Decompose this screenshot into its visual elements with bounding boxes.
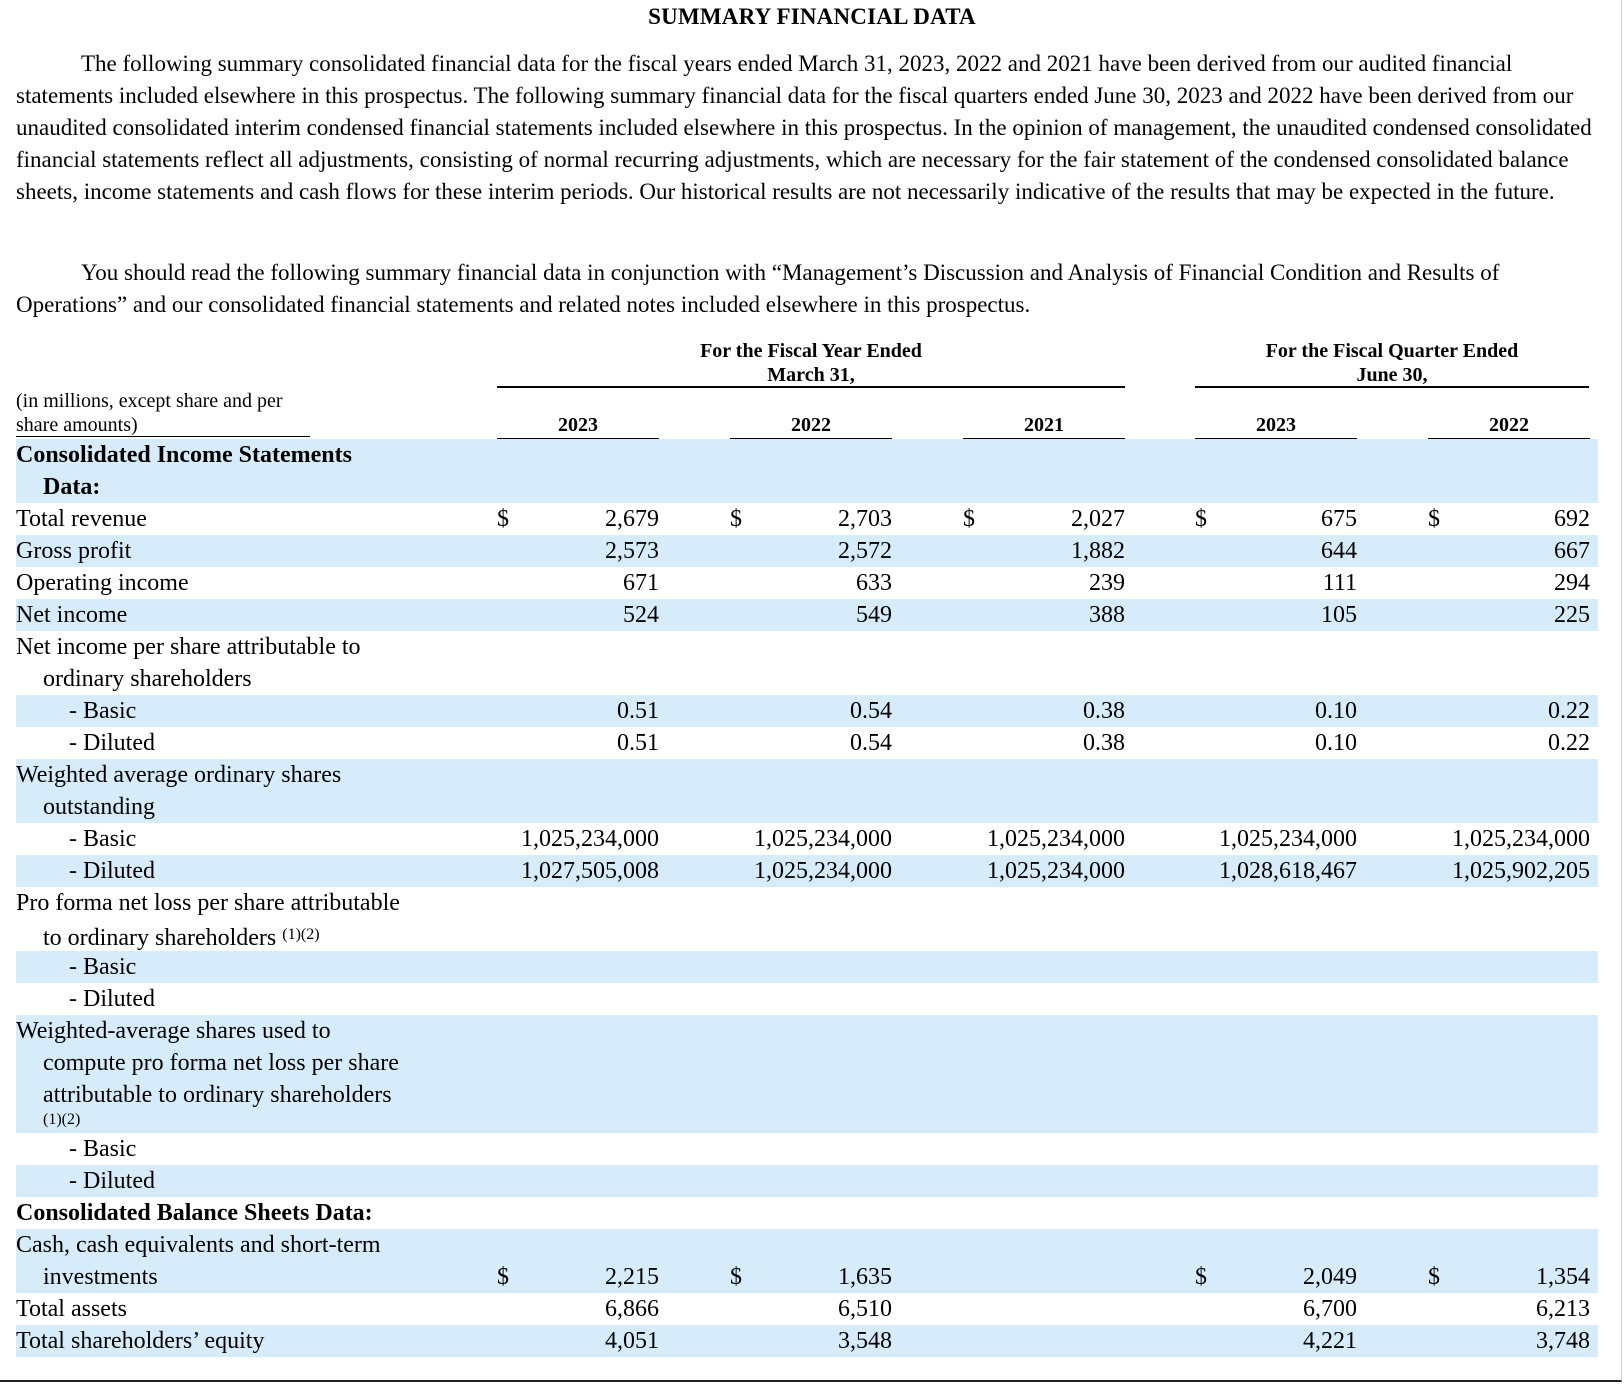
column-header-q2022: 2022 bbox=[1489, 414, 1529, 436]
income-section-title: Consolidated Income Statements bbox=[16, 442, 352, 468]
column-header-fy2022: 2022 bbox=[791, 414, 831, 436]
cash-value-col4: 2,049 bbox=[1303, 1264, 1357, 1290]
total-assets-value-col4: 6,700 bbox=[1303, 1296, 1357, 1322]
fiscal-year-header bbox=[497, 339, 1125, 387]
income-section-title-cont: Data: bbox=[43, 474, 101, 500]
units-label-rule bbox=[16, 436, 310, 437]
net-income-value-col4: 105 bbox=[1321, 602, 1357, 628]
cash-value-col5: 1,354 bbox=[1536, 1264, 1590, 1290]
total-equity-value-col2: 3,548 bbox=[838, 1328, 892, 1354]
shade-wa-diluted bbox=[16, 1165, 1598, 1197]
total-equity-label: Total shareholders’ equity bbox=[16, 1328, 265, 1354]
eps-basic-value-col1: 0.51 bbox=[617, 698, 659, 724]
currency-symbol: $ bbox=[1428, 506, 1440, 532]
operating-income-value-col2: 633 bbox=[856, 570, 892, 596]
was-basic-label: - Basic bbox=[69, 826, 137, 852]
proforma-label-text: to ordinary shareholders bbox=[43, 925, 277, 951]
gross-profit-value-col1: 2,573 bbox=[605, 538, 659, 564]
eps-basic-label: - Basic bbox=[69, 698, 137, 724]
total-revenue-value-col3: 2,027 bbox=[1071, 506, 1125, 532]
currency-symbol: $ bbox=[497, 1264, 509, 1290]
was-diluted-value-col3: 1,025,234,000 bbox=[987, 858, 1125, 884]
net-income-value-col3: 388 bbox=[1089, 602, 1125, 628]
fiscal-year-rule bbox=[497, 386, 1125, 388]
gross-profit-value-col2: 2,572 bbox=[838, 538, 892, 564]
wa-used-diluted-label: - Diluted bbox=[69, 1168, 155, 1194]
currency-symbol: $ bbox=[1195, 1264, 1207, 1290]
was-diluted-value-col2: 1,025,234,000 bbox=[754, 858, 892, 884]
was-diluted-value-col4: 1,028,618,467 bbox=[1219, 858, 1357, 884]
eps-diluted-value-col3: 0.38 bbox=[1083, 730, 1125, 756]
fiscal-year-header-line2: March 31, bbox=[767, 364, 855, 386]
total-equity-value-col1: 4,051 bbox=[605, 1328, 659, 1354]
operating-income-value-col5: 294 bbox=[1554, 570, 1590, 596]
operating-income-value-col1: 671 bbox=[623, 570, 659, 596]
net-income-value-col2: 549 bbox=[856, 602, 892, 628]
wa-used-footnote: (1)(2) bbox=[43, 1111, 81, 1128]
document-title: SUMMARY FINANCIAL DATA bbox=[648, 4, 976, 29]
total-equity-value-col4: 4,221 bbox=[1303, 1328, 1357, 1354]
shade-proforma-basic bbox=[16, 951, 1598, 983]
gross-profit-value-col3: 1,882 bbox=[1071, 538, 1125, 564]
proforma-basic-label: - Basic bbox=[69, 954, 137, 980]
was-diluted-value-col1: 1,027,505,008 bbox=[521, 858, 659, 884]
eps-diluted-value-col5: 0.22 bbox=[1548, 730, 1590, 756]
column-header-fy2023: 2023 bbox=[558, 414, 598, 436]
fiscal-quarter-header-line1: For the Fiscal Quarter Ended bbox=[1265, 340, 1519, 362]
units-label bbox=[16, 389, 283, 437]
fiscal-quarter-header-line2: June 30, bbox=[1356, 364, 1428, 386]
proforma-label-cont bbox=[43, 919, 320, 954]
operating-income-value-col3: 239 bbox=[1089, 570, 1125, 596]
eps-basic-value-col3: 0.38 bbox=[1083, 698, 1125, 724]
net-income-label: Net income bbox=[16, 602, 128, 628]
currency-symbol: $ bbox=[497, 506, 509, 532]
eps-label-cont: ordinary shareholders bbox=[43, 666, 252, 692]
total-revenue-value-col4: 675 bbox=[1321, 506, 1357, 532]
was-basic-value-col5: 1,025,234,000 bbox=[1452, 826, 1590, 852]
column-header-fy2021: 2021 bbox=[1024, 414, 1064, 436]
units-label-line2: share amounts) bbox=[16, 414, 138, 436]
fiscal-year-header-line1: For the Fiscal Year Ended bbox=[700, 340, 922, 362]
wa-used-label-line3: attributable to ordinary shareholders bbox=[43, 1082, 392, 1108]
total-revenue-value-col5: 692 bbox=[1554, 506, 1590, 532]
eps-diluted-label: - Diluted bbox=[69, 730, 155, 756]
eps-basic-value-col5: 0.22 bbox=[1548, 698, 1590, 724]
total-assets-value-col5: 6,213 bbox=[1536, 1296, 1590, 1322]
currency-symbol: $ bbox=[1428, 1264, 1440, 1290]
reading-paragraph: You should read the following summary financial data in conjunction with “Management’s Discussion and Analysis of Financial Condition and Results of Operations” and our consolidated financial statements and related notes included elsewhere in this prospectus. bbox=[16, 260, 1500, 317]
units-label-line1: (in millions, except share and per bbox=[16, 390, 283, 412]
column-header-q2023: 2023 bbox=[1256, 414, 1296, 436]
eps-label: Net income per share attributable to bbox=[16, 634, 361, 660]
wa-used-label-line2: compute pro forma net loss per share bbox=[43, 1050, 399, 1076]
proforma-footnote: (1)(2) bbox=[282, 926, 320, 943]
was-label-cont: outstanding bbox=[43, 794, 155, 820]
currency-symbol: $ bbox=[730, 506, 742, 532]
total-assets-label: Total assets bbox=[16, 1296, 127, 1322]
gross-profit-value-col4: 644 bbox=[1321, 538, 1357, 564]
eps-basic-value-col2: 0.54 bbox=[850, 698, 892, 724]
total-assets-value-col1: 6,866 bbox=[605, 1296, 659, 1322]
eps-diluted-value-col2: 0.54 bbox=[850, 730, 892, 756]
operating-income-label: Operating income bbox=[16, 570, 189, 596]
proforma-diluted-label: - Diluted bbox=[69, 986, 155, 1012]
was-basic-value-col1: 1,025,234,000 bbox=[521, 826, 659, 852]
was-label: Weighted average ordinary shares bbox=[16, 762, 342, 788]
currency-symbol: $ bbox=[1195, 506, 1207, 532]
cash-label: Cash, cash equivalents and short-term bbox=[16, 1232, 381, 1258]
was-basic-value-col4: 1,025,234,000 bbox=[1219, 826, 1357, 852]
was-diluted-value-col5: 1,025,902,205 bbox=[1452, 858, 1590, 884]
currency-symbol: $ bbox=[963, 506, 975, 532]
eps-basic-value-col4: 0.10 bbox=[1315, 698, 1357, 724]
fiscal-quarter-header bbox=[1195, 339, 1589, 387]
currency-symbol: $ bbox=[730, 1264, 742, 1290]
total-revenue-value-col2: 2,703 bbox=[838, 506, 892, 532]
total-equity-value-col5: 3,748 bbox=[1536, 1328, 1590, 1354]
cash-value-col1: 2,215 bbox=[605, 1264, 659, 1290]
was-basic-value-col2: 1,025,234,000 bbox=[754, 826, 892, 852]
wa-used-label: Weighted-average shares used to bbox=[16, 1018, 331, 1044]
balance-section-title: Consolidated Balance Sheets Data: bbox=[16, 1200, 373, 1226]
proforma-label: Pro forma net loss per share attributable bbox=[16, 890, 400, 916]
net-income-value-col1: 524 bbox=[623, 602, 659, 628]
eps-diluted-value-col1: 0.51 bbox=[617, 730, 659, 756]
wa-used-basic-label: - Basic bbox=[69, 1136, 137, 1162]
eps-diluted-value-col4: 0.10 bbox=[1315, 730, 1357, 756]
was-diluted-label: - Diluted bbox=[69, 858, 155, 884]
total-revenue-value-col1: 2,679 bbox=[605, 506, 659, 532]
cash-value-col2: 1,635 bbox=[838, 1264, 892, 1290]
gross-profit-value-col5: 667 bbox=[1554, 538, 1590, 564]
operating-income-value-col4: 111 bbox=[1322, 570, 1357, 596]
intro-paragraph: The following summary consolidated financial data for the fiscal years ended March 31, 2023, 2022 and 2021 have been derived from our audited financial statements included elsewhere in this prospectus. The following summary financial data for the fiscal quarters ended June 30, 2023 and 2022 have been derived from our unaudited consolidated interim condensed financial statements included elsewhere in this prospectus. In the opinion of management, the unaudited condensed consolidated financial statements reflect all adjustments, consisting of normal recurring adjustments, which are necessary for the fair statement of the condensed consolidated balance sheets, income statements and cash flows for these interim periods. Our historical results are not necessarily indicative of the results that may be expected in the future. bbox=[16, 51, 1592, 204]
gross-profit-label: Gross profit bbox=[16, 538, 132, 564]
fiscal-quarter-rule bbox=[1195, 386, 1589, 388]
total-assets-value-col2: 6,510 bbox=[838, 1296, 892, 1322]
total-revenue-label: Total revenue bbox=[16, 506, 147, 532]
was-basic-value-col3: 1,025,234,000 bbox=[987, 826, 1125, 852]
net-income-value-col5: 225 bbox=[1554, 602, 1590, 628]
cash-label-cont: investments bbox=[43, 1264, 158, 1290]
